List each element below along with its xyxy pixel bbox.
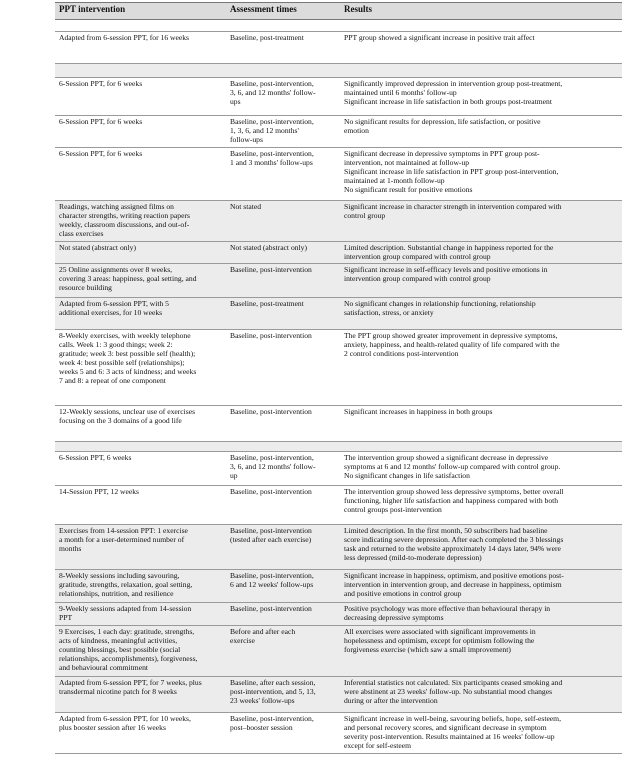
header-results: Results <box>344 4 373 14</box>
table-row <box>55 626 622 677</box>
table-row <box>55 442 622 452</box>
results-cell: Inferential statistics not calculated. Six participants ceased smoking and were abstinent at 23 weeks' follow-up. No substantial mood changes during or after the intervention <box>344 678 563 705</box>
results-cell: Significant increases in happiness in both groups <box>344 407 493 416</box>
intervention-cell: 25 Online assignments over 8 weeks, covering 3 areas: happiness, goal setting, and resource building <box>59 265 197 292</box>
assessment-cell: Before and after each exercise <box>230 627 296 645</box>
table-row <box>55 677 622 713</box>
assessment-cell: Baseline, post-intervention, 1, 3, 6, and 12 months' follow-ups <box>230 117 314 144</box>
table-row <box>55 242 622 264</box>
results-cell: The intervention group showed a significant decrease in depressive symptoms at 6 and 12 months' follow-up compared with control group. No significant changes in life satisfaction <box>344 453 561 480</box>
intervention-cell: 8-Weekly sessions including savouring, gratitude, strengths, relaxation, goal setting, relationships, nutrition, and resilience <box>59 571 193 598</box>
results-cell: Significant increase in happiness, optimism, and positive emotions post- intervention in intervention group, and decrease in happiness, optimism and positive emotions in control group <box>344 571 564 598</box>
table-row <box>55 78 622 116</box>
assessment-cell: Baseline, post-intervention <box>230 407 312 416</box>
table-row <box>55 603 622 626</box>
intervention-cell: 6-Session PPT, for 6 weeks <box>59 149 143 158</box>
table-row <box>55 201 622 242</box>
header-assessment: Assessment times <box>230 4 297 14</box>
table-row <box>55 116 622 148</box>
results-cell: The PPT group showed greater improvement in depressive symptoms, anxiety, happiness, and health-related quality of life compared with the 2 control conditions post-intervention <box>344 331 560 358</box>
intervention-cell: 12-Weekly sessions, unclear use of exercises focusing on the 3 domains of a good life <box>59 407 196 425</box>
table-row <box>55 148 622 201</box>
intervention-cell: Adapted from 6-session PPT, with 5 additional exercises, for 10 weeks <box>59 299 169 317</box>
assessment-cell: Baseline, post-intervention, 1 and 3 months' follow-ups <box>230 149 314 167</box>
assessment-cell: Baseline, post-intervention, 6 and 12 weeks' follow-ups <box>230 571 314 589</box>
assessment-cell: Baseline, post-intervention <box>230 487 312 496</box>
intervention-cell: Adapted from 6-session PPT, for 7 weeks, plus transdermal nicotine patch for 8 weeks <box>59 678 202 696</box>
assessment-cell: Baseline, post-treatment <box>230 299 304 308</box>
results-cell: The intervention group showed less depressive symptoms, better overall functioning, higher life satisfaction and happiness compared with both control groups post-intervention <box>344 487 564 514</box>
table-row <box>55 406 622 442</box>
table-row <box>55 264 622 298</box>
table-row <box>55 525 622 570</box>
intervention-cell: 9-Weekly sessions adapted from 14-session PPT <box>59 604 192 622</box>
results-cell: No significant changes in relationship functioning, relationship satisfaction, stress, or anxiety <box>344 299 536 317</box>
table-row <box>55 18 622 32</box>
results-cell: Significant increase in character strength in intervention compared with control group <box>344 202 562 220</box>
results-cell: Significant decrease in depressive symptoms in PPT group post- intervention, not maintained at follow-up Significant increase in life satisfaction in PPT group post-intervention, maintained at 1-month follow-up No significant result for positive emotions <box>344 149 559 194</box>
intervention-cell: Adapted from 6-session PPT, for 10 weeks, plus booster session after 16 weeks <box>59 714 191 732</box>
intervention-cell: Readings, watching assigned films on character strengths, writing reaction papers weekly, classroom discussions, and out-of- class exercises <box>59 202 190 238</box>
table-row <box>55 330 622 406</box>
assessment-cell: Baseline, post-intervention, 3, 6, and 12 months' follow- ups <box>230 79 316 106</box>
intervention-cell: Not stated (abstract only) <box>59 243 136 252</box>
results-cell: Limited description. Substantial change in happiness reported for the intervention group compared with control group <box>344 243 554 261</box>
header-intervention: PPT intervention <box>59 4 126 14</box>
intervention-cell: 6-Session PPT, 6 weeks <box>59 453 132 462</box>
results-cell: Significant increase in well-being, savouring beliefs, hope, self-esteem, and personal recovery scores, and significant decrease in symptom severity post-intervention. Results maintained at 16 weeks' follow-up except for self-esteem <box>344 714 561 750</box>
table-row <box>55 452 622 486</box>
intervention-cell: 6-Session PPT, for 6 weeks <box>59 117 143 126</box>
assessment-cell: Not stated <box>230 202 262 211</box>
intervention-cell: 6-Session PPT, for 6 weeks <box>59 79 143 88</box>
assessment-cell: Baseline, post-intervention <box>230 331 312 340</box>
assessment-cell: Baseline, post-intervention, 3, 6, and 12 months' follow- up <box>230 453 316 480</box>
table-row <box>55 486 622 525</box>
intervention-cell: 8-Weekly exercises, with weekly telephone calls. Week 1: 3 good things; week 2: gratitude; week 3: best possible self (health); week 4: best possible self (relationships); weeks 5 and 6: 3 acts of kindness; and weeks 7 and 8: a repeat of one component <box>59 331 197 385</box>
assessment-cell: Baseline, after each session, post-intervention, and 5, 13, 23 weeks' follow-ups <box>230 678 316 705</box>
table-row <box>55 64 622 78</box>
table-row <box>55 570 622 603</box>
intervention-cell: Exercises from 14-session PPT: 1 exercise a month for a user-determined number of months <box>59 526 188 553</box>
table-row <box>55 32 622 64</box>
assessment-cell: Baseline, post-intervention <box>230 265 312 274</box>
intervention-cell: 9 Exercises, 1 each day: gratitude, strengths, acts of kindness, meaningful activities, counting blessings, best possible (social relationships, accomplishments), forgiveness, and behavioural commitment <box>59 627 198 672</box>
results-cell: Significantly improved depression in intervention group post-treatment, maintained until 6 months' follow-up Significant increase in life satisfaction in both groups post-treatment <box>344 79 563 106</box>
results-cell: Positive psychology was more effective than behavioural therapy in decreasing depressive symptoms <box>344 604 551 622</box>
results-cell: Limited description. In the first month, 50 subscribers had baseline score indicating severe depression. After each completed the 3 blessings task and returned to the website approximately 14 days later, 94% were less depressed (mild-to-moderate depression) <box>344 526 564 562</box>
assessment-cell: Baseline, post-treatment <box>230 33 304 42</box>
results-cell: No significant results for depression, life satisfaction, or positive emotion <box>344 117 541 135</box>
table-row <box>55 298 622 330</box>
intervention-cell: Adapted from 6-session PPT, for 16 weeks <box>59 33 189 42</box>
table-row <box>55 713 622 754</box>
assessment-cell: Baseline, post-intervention (tested after each exercise) <box>230 526 312 544</box>
assessment-cell: Not stated (abstract only) <box>230 243 307 252</box>
assessment-cell: Baseline, post-intervention, post–booster session <box>230 714 314 732</box>
assessment-cell: Baseline, post-intervention <box>230 604 312 613</box>
results-cell: Significant increase in self-efficacy levels and positive emotions in intervention group compared with control group <box>344 265 548 283</box>
results-cell: PPT group showed a significant increase in positive trait affect <box>344 33 535 42</box>
results-cell: All exercises were associated with significant improvements in hopelessness and optimism, except for optimism following the forgiveness exercise (which saw a small improvement) <box>344 627 536 654</box>
intervention-cell: 14-Session PPT, 12 weeks <box>59 487 140 496</box>
